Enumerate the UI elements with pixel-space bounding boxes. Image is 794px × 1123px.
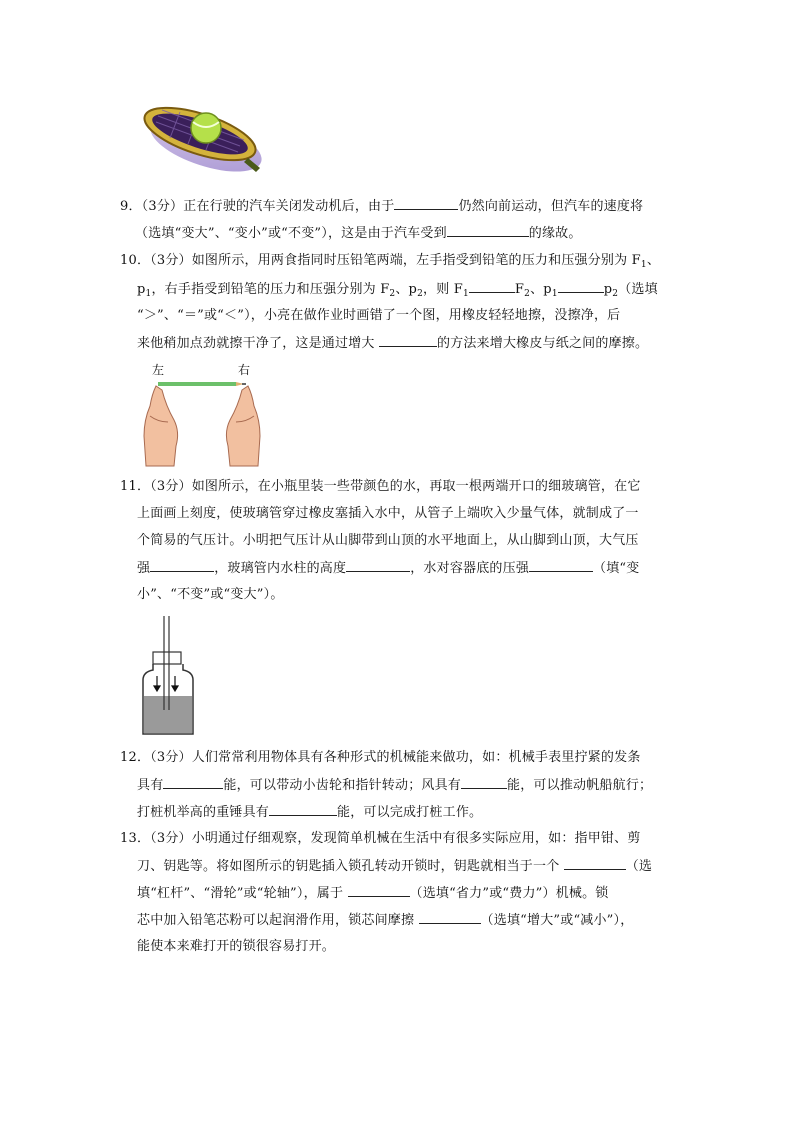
- left-hand: [144, 386, 178, 466]
- figure-label-left: 左: [152, 363, 165, 377]
- subscript: 1: [551, 289, 558, 299]
- q12-text-1: 12．（3分）人们常常利用物体具有各种形式的机械能来做功，如：机械手表里拧紧的发条: [120, 750, 641, 765]
- q10-line-3: [137, 307, 620, 325]
- q11-line-1: [120, 478, 641, 496]
- q13-text-2b: （选: [625, 859, 653, 874]
- subscript: 2: [524, 289, 531, 299]
- q10-text: p: [137, 282, 146, 297]
- q10-text: ，则 F: [423, 282, 463, 297]
- right-hand: [226, 386, 260, 466]
- q10-line-2: [137, 280, 658, 299]
- q11-text-4b: ，玻璃管内水柱的高度: [214, 561, 347, 576]
- q12-text-2c: 能，可以推动帆船航行；: [507, 778, 653, 793]
- q9-text-2b: 的缘故。: [528, 226, 582, 241]
- q12-text-2b: 能，可以带动小齿轮和指针转动；风具有: [223, 778, 462, 793]
- subscript: 2: [612, 289, 619, 299]
- answer-blank[interactable]: [348, 884, 410, 897]
- q10-text-3: “＞”、“＝”或“＜”），小亮在做作业时画错了一个图，用橡皮轻轻地擦，没擦净，后: [137, 308, 621, 323]
- q10-text: F: [514, 282, 525, 297]
- q10-text-4a: 来他稍加点劲就擦干净了，这是通过增大: [137, 336, 379, 351]
- q11-text-4d: （填“变: [593, 561, 640, 576]
- q13-line-4: [137, 911, 633, 930]
- answer-blank[interactable]: [461, 776, 507, 789]
- q10-line-1: [120, 252, 660, 270]
- q11-text-3: 个简易的气压计。小明把气压计从山脚带到山顶的水平地面上，从山脚到山顶，大气压: [137, 533, 639, 548]
- q13-text-4a: 芯中加入铅笔芯粉可以起润滑作用，锁芯间摩擦: [137, 913, 419, 928]
- q11-text-2: 上面画上刻度，使玻璃管穿过橡皮塞插入水中，从管子上端吹入少量气体，就制成了一: [137, 506, 639, 521]
- answer-blank[interactable]: [379, 334, 437, 347]
- q11-text-5: 小”、“不变”或“变大”）。: [137, 587, 284, 602]
- tennis-racket-figure: [140, 96, 265, 178]
- answer-blank[interactable]: [163, 776, 223, 789]
- barometer-bottle-figure: [140, 614, 200, 740]
- q11-text-1: 11．（3分）如图所示，在小瓶里装一些带颜色的水，再取一根两端开口的细玻璃管，在它: [120, 479, 641, 494]
- q9-line-2: [135, 224, 582, 243]
- q13-text-3b: （选填“省力”或“费力”）机械。锁: [409, 886, 609, 901]
- q11-line-4: [137, 559, 639, 578]
- q11-line-2: [137, 505, 639, 523]
- answer-blank[interactable]: [558, 280, 604, 293]
- q13-line-3: [137, 884, 609, 903]
- q13-text-4b: （选填“增大”或“减小”），: [480, 913, 634, 928]
- subscript: 1: [462, 289, 469, 299]
- subscript: 1: [640, 260, 647, 270]
- q10-text-1: 10．（3分）如图所示，用两食指同时压铅笔两端，左手指受到铅笔的压力和压强分别为 F: [120, 253, 641, 268]
- subscript: 1: [145, 289, 152, 299]
- pressure-arrows: [154, 676, 178, 691]
- q13-line-1: [120, 830, 641, 848]
- answer-blank[interactable]: [529, 559, 593, 572]
- q12-text-2a: 具有: [137, 778, 164, 793]
- q12-line-1: [120, 749, 641, 767]
- answer-blank[interactable]: [269, 803, 337, 816]
- q10-text: 、p: [395, 282, 418, 297]
- q13-text-5: 能使本来难打开的锁很容易打开。: [137, 939, 336, 954]
- q13-line-5: [137, 938, 335, 956]
- answer-blank[interactable]: [419, 911, 481, 924]
- colored-water: [144, 696, 192, 733]
- answer-blank[interactable]: [469, 280, 515, 293]
- answer-blank[interactable]: [150, 559, 214, 572]
- subscript: 2: [389, 289, 396, 299]
- answer-blank[interactable]: [447, 224, 529, 237]
- q10-text: 、p: [530, 282, 552, 297]
- rubber-stopper: [153, 652, 181, 664]
- q10-text-4b: 的方法来增大橡皮与纸之间的摩擦。: [436, 336, 649, 351]
- q10-text: ，右手指受到铅笔的压力和压强分别为 F: [151, 282, 390, 297]
- q10-text: （选填: [618, 282, 658, 297]
- q11-line-3: [137, 532, 639, 550]
- answer-blank[interactable]: [564, 857, 626, 870]
- q11-text-4c: ，水对容器底的压强: [410, 561, 530, 576]
- q12-text-3b: 能，可以完成打桩工作。: [337, 805, 483, 820]
- answer-blank[interactable]: [394, 197, 458, 210]
- q11-line-5: [137, 586, 284, 604]
- q9-text-2a: （选填“变大”、“变小”或“不变”），这是由于汽车受到: [135, 226, 447, 241]
- q10-line-4: [137, 334, 648, 353]
- q12-text-3a: 打桩机举高的重锤具有: [137, 805, 270, 820]
- pencil-fingers-figure: [140, 376, 265, 468]
- q12-line-3: [137, 803, 482, 822]
- q10-text-1-end: 、: [646, 253, 661, 268]
- subscript: 2: [417, 289, 424, 299]
- q13-text-3a: 填“杠杆”、“滑轮”或“轮轴”），属于: [137, 886, 348, 901]
- answer-blank[interactable]: [346, 559, 410, 572]
- q12-line-2: [137, 776, 652, 795]
- figure-label-right: 右: [238, 363, 251, 377]
- q9-line-1: [120, 197, 643, 216]
- q9-text-1a: 9．（3分）正在行驶的汽车关闭发动机后，由于: [120, 199, 395, 214]
- q13-text-1: 13．（3分）小明通过仔细观察，发现简单机械在生活中有很多实际应用，如：指甲钳、剪: [120, 831, 641, 846]
- q11-text-4a: 强: [137, 561, 151, 576]
- q9-text-1b: 仍然向前运动，但汽车的速度将: [458, 199, 644, 214]
- q13-line-2: [137, 857, 652, 876]
- q10-text: p: [603, 282, 613, 297]
- q13-text-2a: 刀、钥匙等。将如图所示的钥匙插入锁孔转动开锁时，钥匙就相当于一个: [137, 859, 564, 874]
